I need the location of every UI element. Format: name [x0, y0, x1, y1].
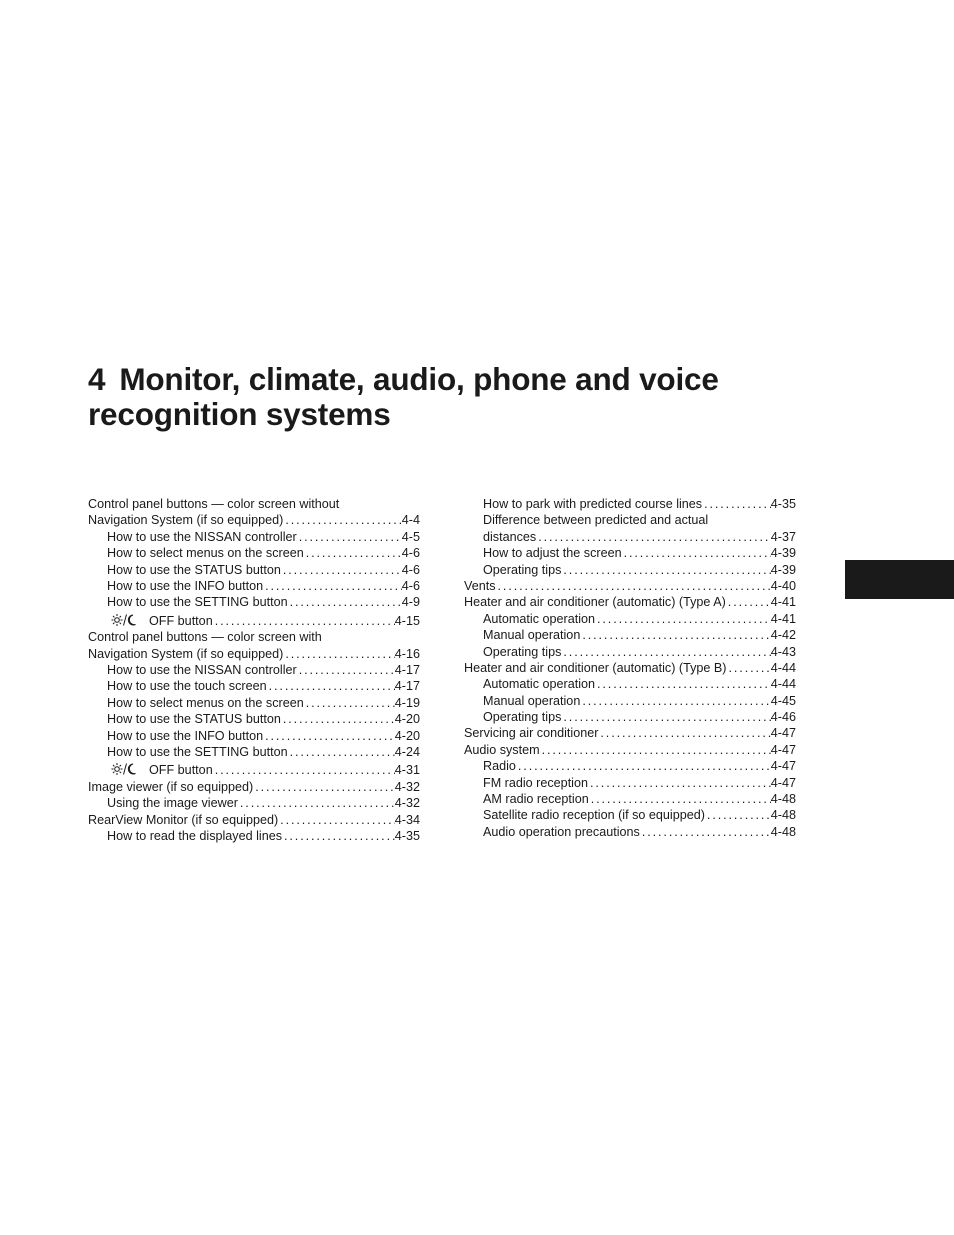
toc-page-number: 4-6	[401, 578, 420, 593]
toc-right-column	[464, 496, 796, 840]
toc-entry	[88, 678, 420, 694]
toc-entry	[464, 742, 796, 758]
toc-page-number: 4-17	[394, 679, 420, 694]
toc-page-number: 4-41	[770, 611, 796, 626]
toc-page-number: 4-32	[394, 779, 420, 794]
toc-entry-text: How to use the INFO button	[107, 578, 264, 593]
toc-leader-dots	[297, 662, 395, 678]
toc-leader-dots	[580, 693, 770, 709]
toc-page-number: 4-42	[770, 628, 796, 643]
toc-entry-text: RearView Monitor (if so equipped)	[88, 812, 279, 827]
toc-entry-label	[464, 742, 540, 758]
toc-entry-label	[483, 807, 705, 823]
toc-leader-dots	[253, 779, 395, 795]
toc-page-number: 4-44	[770, 677, 796, 692]
toc-page-number: 4-9	[401, 595, 420, 610]
toc-leader-dots	[589, 791, 771, 807]
toc-page-number: 4-40	[770, 578, 796, 593]
toc-entry	[464, 709, 796, 725]
toc-leader-dots	[297, 529, 402, 545]
toc-entry-label	[107, 760, 213, 780]
toc-entry-label	[483, 791, 589, 807]
toc-entry	[464, 594, 796, 610]
toc-entry-text: How to use the touch screen	[107, 679, 267, 694]
toc-entry-text: Satellite radio reception (if so equipped)	[483, 808, 705, 823]
toc-page-number: 4-44	[770, 660, 796, 675]
toc-entry-text: Automatic operation	[483, 611, 596, 626]
toc-entry	[464, 545, 796, 561]
toc-page-number: 4-20	[394, 712, 420, 727]
toc-entry	[88, 512, 420, 528]
toc-entry	[464, 693, 796, 709]
toc-entry-text: Using the image viewer	[107, 796, 238, 811]
toc-entry	[464, 791, 796, 807]
toc-page-number: 4-15	[394, 613, 420, 628]
toc-entry	[464, 807, 796, 823]
sun-moon-icon	[111, 762, 139, 776]
toc-entry-text: Image viewer (if so equipped)	[88, 779, 254, 794]
toc-entry-label	[483, 775, 588, 791]
toc-leader-dots	[726, 594, 771, 610]
toc-entry-label	[107, 678, 267, 694]
toc-entry-text: How to use the NISSAN controller	[107, 663, 297, 678]
toc-entry-text: Operating tips	[483, 562, 562, 577]
toc-page-number: 4-17	[394, 663, 420, 678]
toc-entry-label	[483, 676, 595, 692]
toc-page-number: 4-47	[770, 742, 796, 757]
sun-moon-icon	[111, 613, 139, 627]
toc-entry-text: OFF button	[149, 613, 213, 628]
toc-entry-label	[464, 725, 598, 741]
toc-entry-label	[483, 758, 516, 774]
toc-page-number: 4-41	[770, 595, 796, 610]
toc-entry-text: How to select menus on the screen	[107, 695, 304, 710]
toc-page-number: 4-43	[770, 644, 796, 659]
toc-leader-dots	[540, 742, 771, 758]
toc-leader-dots	[702, 496, 771, 512]
chapter-title-line2: recognition systems	[88, 396, 391, 432]
toc-entry-text: How to use the STATUS button	[107, 562, 281, 577]
toc-leader-dots	[283, 512, 401, 528]
toc-entry-text: AM radio reception	[483, 792, 589, 807]
toc-page-number: 4-47	[770, 775, 796, 790]
toc-entry	[88, 744, 420, 760]
toc-entry-text: Automatic operation	[483, 677, 596, 692]
toc-entry-text: Vents	[464, 578, 496, 593]
toc-left-column	[88, 496, 420, 844]
chapter-tab-marker	[845, 560, 954, 599]
toc-entry	[88, 562, 420, 578]
toc-leader-dots	[213, 760, 395, 780]
toc-entry-text: OFF button	[149, 763, 213, 778]
toc-leader-dots	[595, 676, 771, 692]
toc-entry	[464, 627, 796, 643]
toc-page-number: 4-32	[394, 796, 420, 811]
toc-entry	[88, 828, 420, 844]
toc-entry-label	[107, 711, 281, 727]
toc-heading-line	[464, 512, 796, 528]
toc-leader-dots	[640, 824, 771, 840]
toc-entry-text: How to use the INFO button	[107, 728, 264, 743]
toc-page-number: 4-46	[770, 710, 796, 725]
toc-entry-label	[107, 828, 282, 844]
toc-page-number: 4-35	[770, 497, 796, 511]
toc-leader-dots	[238, 795, 395, 811]
chapter-title	[88, 362, 828, 432]
toc-page-number: 4-39	[770, 546, 796, 561]
toc-entry-text: How to read the displayed lines	[107, 829, 283, 844]
toc-entry-text: Navigation System (if so equipped)	[88, 513, 284, 528]
toc-entry	[88, 646, 420, 662]
toc-entry-text: Operating tips	[483, 710, 562, 725]
toc-entry	[88, 812, 420, 828]
toc-page-number: 4-48	[770, 824, 796, 839]
toc-leader-dots	[288, 594, 402, 610]
toc-entry-text: How to use the SETTING button	[107, 595, 288, 610]
toc-entry-text: Heater and air conditioner (automatic) (Type B)	[464, 660, 727, 675]
toc-entry	[464, 758, 796, 774]
toc-entry	[464, 824, 796, 840]
toc-leader-dots	[278, 812, 395, 828]
toc-leader-dots	[283, 646, 394, 662]
toc-leader-dots	[263, 728, 395, 744]
toc-entry-label	[483, 611, 595, 627]
toc-entry-label	[483, 545, 622, 561]
toc-entry	[88, 545, 420, 561]
toc-page-number: 4-37	[770, 529, 796, 544]
toc-entry	[88, 728, 420, 744]
toc-page-number: 4-34	[394, 812, 420, 827]
toc-leader-dots	[561, 562, 770, 578]
toc-entry-label	[107, 728, 263, 744]
toc-page-number: 4-31	[394, 763, 420, 778]
toc-leader-dots	[304, 695, 395, 711]
toc-entry	[464, 562, 796, 578]
toc-entry-text: How to use the STATUS button	[107, 712, 281, 727]
toc-page-number: 4-24	[394, 744, 420, 759]
toc-entry	[464, 775, 796, 791]
toc-leader-dots	[281, 562, 402, 578]
toc-page-number: 4-19	[394, 695, 420, 710]
toc-page-number: 4-5	[401, 529, 420, 544]
toc-entry-text: Heater and air conditioner (automatic) (Type A)	[464, 595, 726, 610]
toc-page-number: 4-47	[770, 726, 796, 741]
toc-leader-dots	[580, 627, 770, 643]
toc-entry-label	[464, 578, 496, 594]
toc-leader-dots	[561, 644, 770, 660]
toc-leader-dots	[516, 758, 771, 774]
toc-entry-label: Control panel buttons — color screen with	[88, 630, 322, 645]
toc-entry	[464, 611, 796, 627]
toc-entry-text: Audio operation precautions	[483, 824, 640, 839]
toc-page-number: 4-4	[401, 513, 420, 528]
toc-entry-label	[107, 578, 263, 594]
toc-leader-dots	[561, 709, 770, 725]
toc-entry-text: Audio system	[464, 742, 540, 757]
toc-leader-dots	[705, 807, 771, 823]
toc-heading-line	[88, 629, 420, 645]
toc-entry	[464, 725, 796, 741]
toc-entry	[88, 611, 420, 630]
toc-entry-label: Difference between predicted and actual	[483, 513, 709, 528]
toc-entry-label	[483, 644, 561, 660]
toc-entry	[464, 578, 796, 594]
toc-heading-line	[88, 496, 420, 512]
toc-entry-text: Manual operation	[483, 693, 581, 708]
toc-entry-label	[483, 693, 580, 709]
toc-entry-label	[88, 779, 253, 795]
chapter-number: 4	[88, 361, 106, 397]
toc-leader-dots	[727, 660, 771, 676]
toc-leader-dots	[588, 775, 771, 791]
toc-entry-text: How to park with predicted course lines	[483, 497, 703, 511]
toc-entry	[464, 529, 796, 545]
toc-leader-dots	[304, 545, 402, 561]
toc-page-number: 4-6	[401, 546, 420, 561]
toc-leader-dots	[213, 611, 395, 631]
toc-entry-label	[483, 627, 580, 643]
toc-page-number: 4-6	[401, 562, 420, 577]
toc-entry	[88, 760, 420, 779]
toc-entry-label	[107, 529, 297, 545]
toc-entry-text: Operating tips	[483, 644, 562, 659]
toc-entry-text: FM radio reception	[483, 775, 588, 790]
toc-entry	[88, 662, 420, 678]
toc-leader-dots	[496, 578, 771, 594]
toc-entry-label: Control panel buttons — color screen without	[88, 497, 340, 511]
toc-entry	[88, 594, 420, 610]
toc-entry-text: How to adjust the screen	[483, 546, 622, 561]
toc-entry	[88, 695, 420, 711]
toc-leader-dots	[622, 545, 771, 561]
toc-leader-dots	[288, 744, 395, 760]
toc-page-number: 4-48	[770, 808, 796, 823]
toc-entry-label	[107, 562, 281, 578]
toc-leader-dots	[595, 611, 771, 627]
toc-entry-label	[483, 529, 536, 545]
toc-page-number: 4-45	[770, 693, 796, 708]
toc-entry	[464, 496, 796, 512]
toc-entry-text: How to use the SETTING button	[107, 744, 288, 759]
toc-page-number: 4-47	[770, 759, 796, 774]
toc-entry-label	[464, 660, 727, 676]
toc-entry-text: How to use the NISSAN controller	[107, 529, 297, 544]
toc-entry	[464, 676, 796, 692]
toc-entry-label	[107, 594, 288, 610]
toc-entry-label	[483, 496, 702, 512]
toc-page-number: 4-48	[770, 792, 796, 807]
toc-leader-dots	[282, 828, 395, 844]
toc-entry-label	[107, 795, 238, 811]
toc-leader-dots	[598, 725, 770, 741]
toc-entry	[464, 660, 796, 676]
toc-entry-text: distances	[483, 529, 537, 544]
toc-entry-label	[483, 824, 640, 840]
toc-entry-text: Servicing air conditioner	[464, 726, 599, 741]
toc-entry-label	[107, 744, 288, 760]
toc-page-number: 4-20	[394, 728, 420, 743]
toc-entry	[464, 644, 796, 660]
toc-leader-dots	[536, 529, 771, 545]
toc-leader-dots	[281, 711, 395, 727]
toc-entry-text: How to select menus on the screen	[107, 546, 304, 561]
toc-entry-text: Navigation System (if so equipped)	[88, 646, 284, 661]
toc-entry-label	[483, 562, 561, 578]
toc-entry	[88, 578, 420, 594]
toc-entry-text: Radio	[483, 759, 516, 774]
toc-entry-label	[464, 594, 726, 610]
toc-entry	[88, 529, 420, 545]
toc-entry-label	[88, 512, 283, 528]
toc-page-number: 4-16	[394, 646, 420, 661]
toc-entry-label	[107, 662, 297, 678]
toc-entry-label	[107, 545, 304, 561]
toc-entry-label	[88, 646, 283, 662]
toc-page-number: 4-35	[394, 829, 420, 844]
toc-entry	[88, 795, 420, 811]
toc-entry-label	[483, 709, 561, 725]
toc-entry-label	[107, 695, 304, 711]
toc-entry	[88, 779, 420, 795]
chapter-title-line1: Monitor, climate, audio, phone and voice	[119, 361, 719, 397]
toc-entry-text: Manual operation	[483, 628, 581, 643]
toc-leader-dots	[263, 578, 402, 594]
toc-entry-label	[88, 812, 278, 828]
toc-entry	[88, 711, 420, 727]
toc-page-number: 4-39	[770, 562, 796, 577]
toc-entry-label	[107, 611, 213, 631]
toc-leader-dots	[267, 678, 395, 694]
